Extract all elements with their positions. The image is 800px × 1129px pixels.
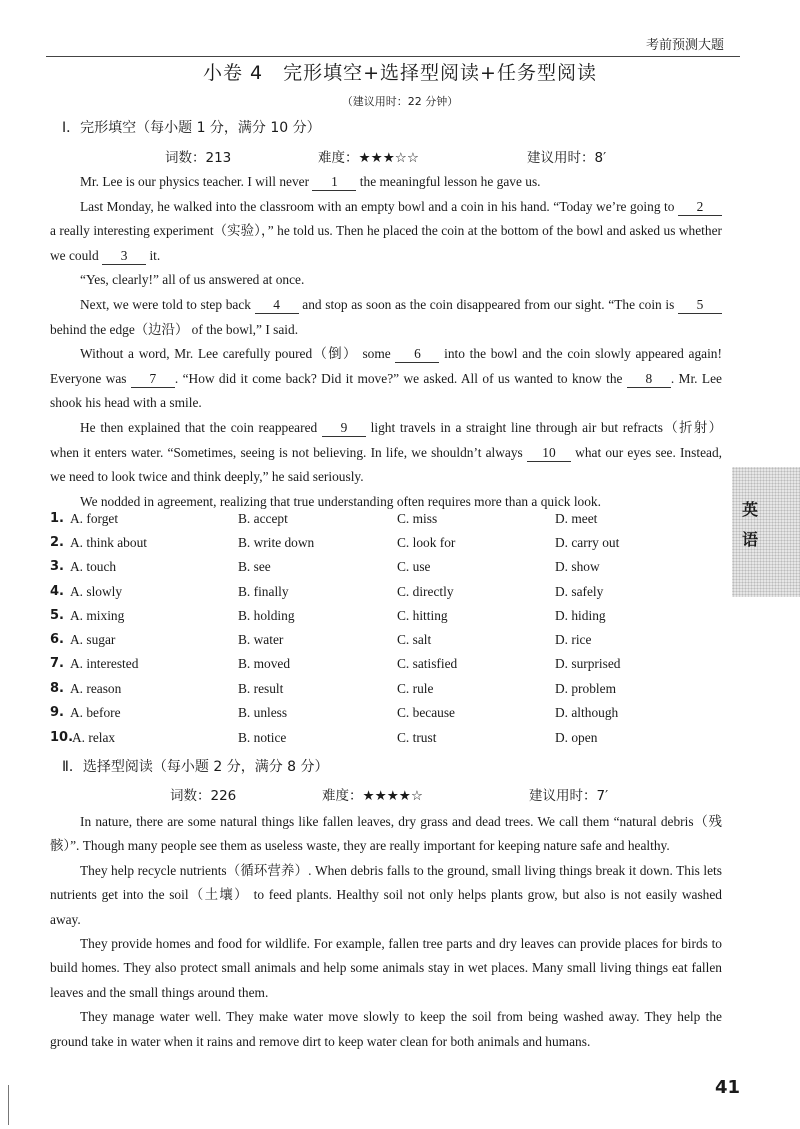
option-row: 1. A. forget B. accept C. miss D. meet: [50, 511, 598, 526]
option-row: 8. A. reason B. result C. rule D. problem: [50, 681, 616, 696]
section2-word-count: 词数：226: [170, 788, 237, 804]
blank-5: 5: [678, 297, 722, 314]
blank-6: 6: [395, 346, 439, 363]
reading-paragraph: They help recycle nutrients（循环营养）. When debris falls to the ground, small living things break it down. This lets nutrients get into the soil（土壤） to feed plants. Healthy soil not only helps plants grow, but also is not easily washed away.: [50, 862, 722, 927]
page-number: 41: [714, 1077, 740, 1098]
cloze-passage: [50, 170, 722, 514]
section2-difficulty: 难度：★★★★☆: [322, 788, 424, 804]
blank-7: 7: [131, 371, 175, 388]
option-row: 4. A. slowly B. finally C. directly D. safely: [50, 584, 604, 599]
blank-4: 4: [255, 297, 299, 314]
blank-3: 3: [102, 248, 146, 265]
section1-difficulty: 难度：★★★☆☆: [318, 150, 420, 166]
reading-passage: [50, 810, 722, 1054]
section2-time: 建议用时：7′: [529, 788, 609, 804]
blank-8: 8: [627, 371, 671, 388]
header-rule: [46, 56, 740, 57]
option-row: 10. A. relax B. notice C. trust D. open: [50, 730, 598, 745]
cloze-paragraph: Mr. Lee is our physics teacher. I will never 1 the meaningful lesson he gave us.: [80, 174, 541, 189]
section1-time: 建议用时：8′: [527, 150, 607, 166]
cloze-paragraph: He then explained that the coin reappeared 9 light travels in a straight line through air but refracts（折射） when it enters water. “Sometimes, seeing is not believing. In life, we shouldn’t always 10 what our eyes see. Instead, we need to look twice and think deeply,” he said seriously.: [50, 419, 722, 485]
blank-2: 2: [678, 199, 722, 216]
blank-10: 10: [527, 445, 571, 462]
section1-heading: Ⅰ．完形填空（每小题 1 分，满分 10 分）: [62, 120, 321, 136]
subject-label: 英语: [742, 500, 759, 549]
page-title: 小卷 4 完形填空+选择型阅读+任务型阅读: [203, 62, 597, 84]
reading-paragraph: In nature, there are some natural things like fallen leaves, dry grass and dead trees. We call them “natural debris（残骸）”. Though many people see them as useless waste, they are really important for keeping nature safe and healthy.: [50, 814, 722, 854]
page-subtitle: （建议用时：22 分钟）: [341, 95, 459, 108]
option-row: 9. A. before B. unless C. because D. although: [50, 705, 619, 720]
header-tag: 考前预测大题: [645, 38, 724, 53]
section2-heading: Ⅱ．选择型阅读（每小题 2 分，满分 8 分）: [62, 759, 329, 775]
option-row: 6. A. sugar B. water C. salt D. rice: [50, 632, 592, 647]
reading-paragraph: They manage water well. They make water move slowly to keep the soil from being washed away. They help the ground take in water when it rains and remove dirt to keep water clean for both animals and humans.: [50, 1009, 722, 1049]
option-row: 7. A. interested B. moved C. satisfied D. surprised: [50, 656, 621, 671]
blank-9: 9: [322, 420, 366, 437]
cloze-paragraph: “Yes, clearly!” all of us answered at once.: [80, 272, 305, 288]
blank-1: 1: [312, 174, 356, 191]
cloze-paragraph: We nodded in agreement, realizing that true understanding often requires more than a quick look.: [80, 493, 601, 509]
section1-word-count: 词数：213: [165, 150, 232, 166]
option-row: 3. A. touch B. see C. use D. show: [50, 559, 600, 574]
cloze-paragraph: Without a word, Mr. Lee carefully poured（倒） some 6 into the bowl and the coin slowly appeared again! Everyone was 7 . “How did it come back? Did it move?” we asked. All of us wanted to know the 8 . Mr. Lee shook his head with a smile.: [50, 346, 722, 411]
reading-paragraph: They provide homes and food for wildlife. For example, fallen tree parts and dry leaves can provide places for birds to build homes. They also protect small animals and help some animals stay in wet places. Many small living things eat fallen leaves and the small things around them.: [50, 936, 722, 1000]
cloze-paragraph: Next, we were told to step back 4 and stop as soon as the coin disappeared from our sight. “The coin is 5 behind the edge（边沿） of the bowl,” I said.: [50, 293, 722, 342]
option-row: 5. A. mixing B. holding C. hitting D. hiding: [50, 608, 606, 623]
margin-mark: [8, 1085, 11, 1125]
cloze-paragraph: Last Monday, he walked into the classroom with an empty bowl and a coin in his hand. “Today we’re going to 2 a really interesting experiment（实验），” he told us. Then he placed the coin at the bottom of the bowl and asked us whether we could 3 it.: [50, 198, 722, 263]
option-row: 2. A. think about B. write down C. look for D. carry out: [50, 535, 620, 550]
